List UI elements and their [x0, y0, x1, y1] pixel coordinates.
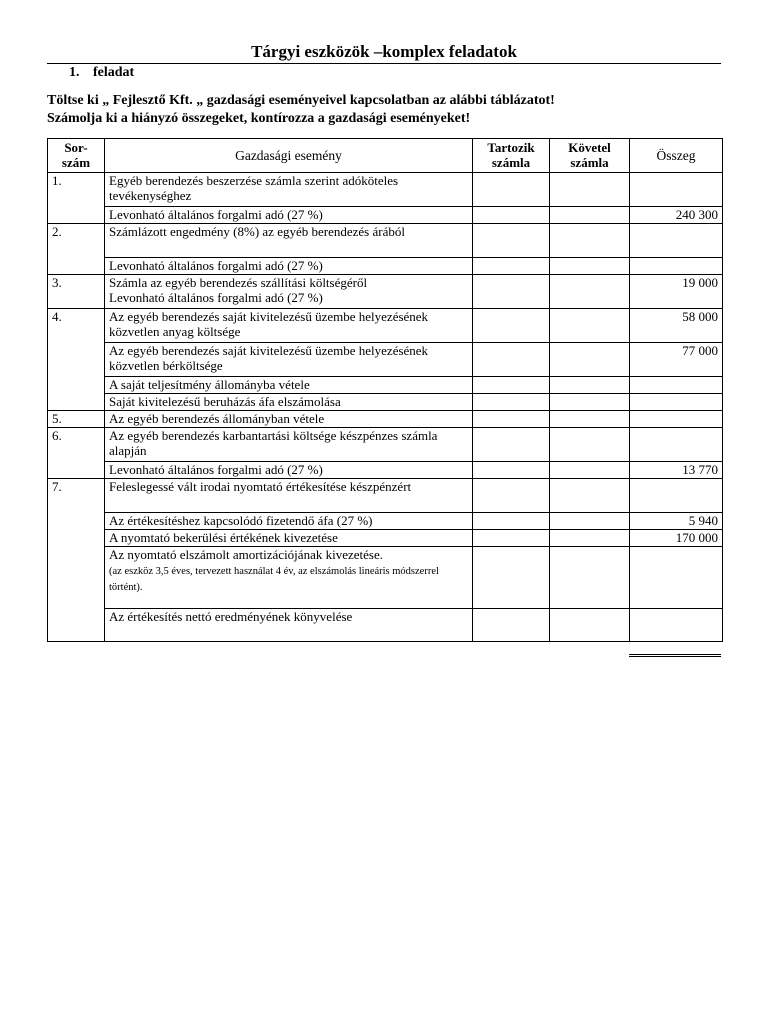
debit-cell[interactable] — [473, 173, 550, 207]
event-description: Az értékesítéshez kapcsolódó fizetendő áfa (27 %) — [105, 513, 473, 530]
row-number: 7. — [48, 479, 105, 642]
debit-cell[interactable] — [473, 258, 550, 275]
amount-cell[interactable] — [630, 411, 723, 428]
credit-cell[interactable] — [550, 258, 630, 275]
instruction-line-1: Töltse ki „ Fejlesztő Kft. „ gazdasági eseményeivel kapcsolatban az alábbi táblázatot! — [47, 93, 555, 108]
event-description: Az értékesítés nettó eredményének könyvelése — [105, 609, 473, 642]
table-header-row — [48, 139, 723, 173]
event-description: Levonható általános forgalmi adó (27 %) — [105, 462, 473, 479]
credit-cell[interactable] — [550, 479, 630, 513]
debit-cell[interactable] — [473, 207, 550, 224]
debit-cell[interactable] — [473, 428, 550, 462]
amount-cell[interactable]: 19 000 — [630, 275, 723, 309]
header-tartozik: Tartozik számla — [473, 139, 550, 173]
amount-cell[interactable]: 77 000 — [630, 343, 723, 377]
amount-cell[interactable] — [630, 224, 723, 258]
task-number: 1. — [69, 65, 80, 80]
debit-cell[interactable] — [473, 609, 550, 642]
table-row — [48, 258, 723, 275]
table-row — [48, 462, 723, 479]
credit-cell[interactable] — [550, 309, 630, 343]
credit-cell[interactable] — [550, 377, 630, 394]
credit-cell[interactable] — [550, 224, 630, 258]
amount-cell[interactable] — [630, 547, 723, 609]
event-description: Az egyéb berendezés saját kivitelezésű üzembe helyezésének közvetlen anyag költsége — [105, 309, 473, 343]
event-description: Levonható általános forgalmi adó (27 %) — [105, 207, 473, 224]
page-title: Tárgyi eszközök –komplex feladatok — [251, 42, 517, 61]
table-row — [48, 173, 723, 207]
table-row — [48, 479, 723, 513]
row-number: 6. — [48, 428, 105, 479]
credit-cell[interactable] — [550, 173, 630, 207]
credit-cell[interactable] — [550, 530, 630, 547]
event-description: Saját kivitelezésű beruházás áfa elszámolása — [105, 394, 473, 411]
row-number: 2. — [48, 224, 105, 275]
task-label: feladat — [93, 65, 135, 80]
total-double-rule — [629, 654, 721, 657]
amount-cell[interactable] — [630, 609, 723, 642]
event-note: (az eszköz 3,5 éves, tervezett használat 4 év, az elszámolás lineáris módszerrel történt). — [109, 566, 439, 593]
table-row — [48, 547, 723, 609]
row-number: 5. — [48, 411, 105, 428]
amount-cell[interactable] — [630, 173, 723, 207]
debit-cell[interactable] — [473, 224, 550, 258]
event-description: Feleslegessé vált irodai nyomtató értékesítése készpénzért — [105, 479, 473, 513]
event-description: Számla az egyéb berendezés szállítási költségéről Levonható általános forgalmi adó (27 %) — [105, 275, 473, 309]
title-underline — [47, 63, 721, 64]
credit-cell[interactable] — [550, 462, 630, 479]
amount-cell[interactable] — [630, 394, 723, 411]
amount-cell[interactable] — [630, 428, 723, 462]
amount-cell[interactable] — [630, 258, 723, 275]
table-row — [48, 309, 723, 343]
table-row — [48, 343, 723, 377]
event-description: Egyéb berendezés beszerzése számla szerint adóköteles tevékenységhez — [105, 173, 473, 207]
credit-cell[interactable] — [550, 394, 630, 411]
debit-cell[interactable] — [473, 513, 550, 530]
header-osszeg: Összeg — [630, 139, 723, 173]
event-description: A saját teljesítmény állományba vétele — [105, 377, 473, 394]
table-row — [48, 377, 723, 394]
table-row — [48, 609, 723, 642]
credit-cell[interactable] — [550, 411, 630, 428]
event-description: Az egyéb berendezés saját kivitelezésű üzembe helyezésének közvetlen bérköltsége — [105, 343, 473, 377]
event-description: Az nyomtató elszámolt amortizációjának kivezetése. (az eszköz 3,5 éves, tervezett használat 4 év, az elszámolás lineáris módszerrel történt). — [105, 547, 473, 609]
event-description: Levonható általános forgalmi adó (27 %) — [105, 258, 473, 275]
table-row — [48, 224, 723, 258]
credit-cell[interactable] — [550, 513, 630, 530]
header-sorszam: Sor- szám — [48, 139, 105, 173]
debit-cell[interactable] — [473, 479, 550, 513]
debit-cell[interactable] — [473, 530, 550, 547]
table-row — [48, 394, 723, 411]
credit-cell[interactable] — [550, 275, 630, 309]
debit-cell[interactable] — [473, 394, 550, 411]
credit-cell[interactable] — [550, 609, 630, 642]
row-number: 3. — [48, 275, 105, 309]
table-row — [48, 275, 723, 309]
debit-cell[interactable] — [473, 377, 550, 394]
debit-cell[interactable] — [473, 343, 550, 377]
credit-cell[interactable] — [550, 343, 630, 377]
amount-cell[interactable]: 13 770 — [630, 462, 723, 479]
header-kovetel: Követel számla — [550, 139, 630, 173]
credit-cell[interactable] — [550, 428, 630, 462]
debit-cell[interactable] — [473, 462, 550, 479]
table-row — [48, 207, 723, 224]
table-row — [48, 428, 723, 462]
task-heading — [69, 64, 134, 82]
amount-cell[interactable]: 5 940 — [630, 513, 723, 530]
header-event: Gazdasági esemény — [105, 139, 473, 173]
debit-cell[interactable] — [473, 547, 550, 609]
amount-cell[interactable]: 58 000 — [630, 309, 723, 343]
events-table — [47, 138, 723, 642]
event-description: A nyomtató bekerülési értékének kivezetése — [105, 530, 473, 547]
debit-cell[interactable] — [473, 411, 550, 428]
event-description: Számlázott engedmény (8%) az egyéb berendezés árából — [105, 224, 473, 258]
row-number: 4. — [48, 309, 105, 411]
amount-cell[interactable]: 170 000 — [630, 530, 723, 547]
table-row — [48, 530, 723, 547]
event-description: Az egyéb berendezés karbantartási költsége készpénzes számla alapján — [105, 428, 473, 462]
credit-cell[interactable] — [550, 547, 630, 609]
debit-cell[interactable] — [473, 309, 550, 343]
amount-cell[interactable] — [630, 377, 723, 394]
row-number: 1. — [48, 173, 105, 224]
event-description: Az egyéb berendezés állományban vétele — [105, 411, 473, 428]
amount-cell[interactable]: 240 300 — [630, 207, 723, 224]
amount-cell[interactable] — [630, 479, 723, 513]
table-row — [48, 513, 723, 530]
credit-cell[interactable] — [550, 207, 630, 224]
table-row — [48, 411, 723, 428]
debit-cell[interactable] — [473, 275, 550, 309]
instruction-line-2: Számolja ki a hiányzó összegeket, kontírozza a gazdasági eseményeket! — [47, 111, 471, 126]
